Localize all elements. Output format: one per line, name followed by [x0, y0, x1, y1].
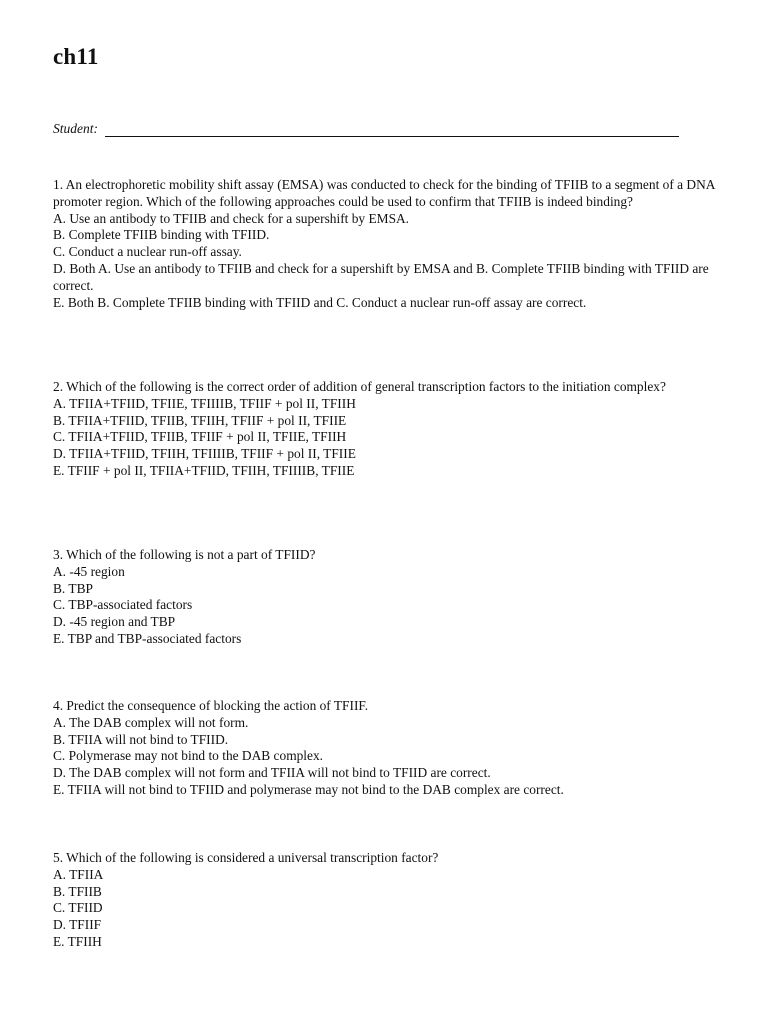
- answer-option-c: C. TBP-associated factors: [53, 597, 193, 613]
- student-label: Student:: [53, 121, 102, 136]
- answer-option-b: B. TFIIB: [53, 883, 102, 899]
- answer-option-c: C. Conduct a nuclear run-off assay.: [53, 244, 242, 260]
- question-stem: 2. Which of the following is the correct order of addition of general transcription factors to the initiation complex?: [53, 379, 666, 394]
- answer-option-c: C. Polymerase may not bind to the DAB complex.: [53, 748, 324, 764]
- answer-option-b: B. TBP: [53, 580, 93, 596]
- answer-option-e: E. TFIIA will not bind to TFIID and polymerase may not bind to the DAB complex are correct.: [53, 781, 564, 797]
- answer-option-e: E. TFIIH: [53, 933, 102, 949]
- question-stem: 5. Which of the following is considered a universal transcription factor?: [53, 850, 439, 865]
- student-name-line: [105, 123, 679, 137]
- answer-option-d: D. The DAB complex will not form and TFIIA will not bind to TFIID are correct.: [53, 765, 491, 781]
- answer-option-b: B. TFIIA+TFIID, TFIIB, TFIIH, TFIIF + pol II, TFIIE: [53, 412, 347, 428]
- answer-option-e: E. TFIIF + pol II, TFIIA+TFIID, TFIIH, TFIIIIB, TFIIE: [53, 462, 355, 478]
- answer-option-e: E. TBP and TBP-associated factors: [53, 630, 242, 646]
- question-3: [53, 547, 715, 648]
- answer-option-e: E. Both B. Complete TFIIB binding with TFIID and C. Conduct a nuclear run-off assay are correct.: [53, 294, 587, 310]
- answer-option-a: A. -45 region: [53, 563, 125, 579]
- answer-option-d: D. -45 region and TBP: [53, 614, 176, 630]
- answer-option-d: D. TFIIA+TFIID, TFIIH, TFIIIIB, TFIIF + pol II, TFIIE: [53, 446, 356, 462]
- answer-option-a: A. TFIIA: [53, 866, 104, 882]
- answer-option-a: A. The DAB complex will not form.: [53, 714, 249, 730]
- question-2: [53, 379, 715, 480]
- question-stem: 1. An electrophoretic mobility shift assay (EMSA) was conducted to check for the binding of TFIIB to a segment of a DNA promoter region. Which of the following approaches could be used to confirm that TFIIB is indeed binding?: [53, 177, 715, 209]
- answer-option-a: A. TFIIA+TFIID, TFIIE, TFIIIIB, TFIIF + pol II, TFIIH: [53, 395, 356, 411]
- answer-option-d: D. Both A. Use an antibody to TFIIB and check for a supershift by EMSA and B. Complete TFIIB binding with TFIID are correct.: [53, 260, 709, 293]
- answer-option-b: B. Complete TFIIB binding with TFIID.: [53, 227, 270, 243]
- question-4: [53, 698, 715, 799]
- answer-option-d: D. TFIIF: [53, 917, 102, 933]
- question-5: [53, 850, 715, 951]
- question-stem: 3. Which of the following is not a part of TFIID?: [53, 547, 316, 562]
- answer-option-c: C. TFIID: [53, 900, 103, 916]
- page-title: ch11: [53, 44, 99, 69]
- answer-option-a: A. Use an antibody to TFIIB and check for a supershift by EMSA.: [53, 210, 410, 226]
- question-stem: 4. Predict the consequence of blocking the action of TFIIF.: [53, 698, 369, 713]
- answer-option-c: C. TFIIA+TFIID, TFIIB, TFIIF + pol II, TFIIE, TFIIH: [53, 429, 347, 445]
- answer-option-b: B. TFIIA will not bind to TFIID.: [53, 731, 229, 747]
- student-name-row: [53, 121, 679, 137]
- question-1: [53, 177, 715, 311]
